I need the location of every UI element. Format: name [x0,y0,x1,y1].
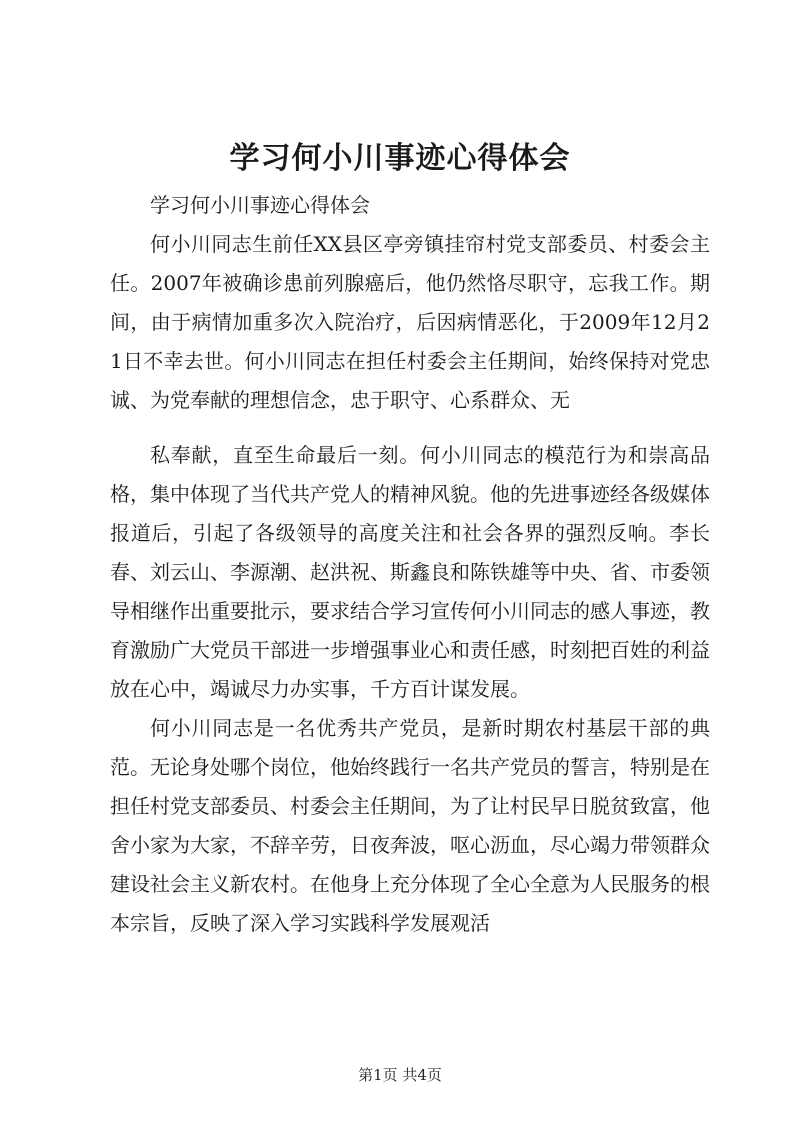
paragraph-1: 何小川同志生前任XX县区亭旁镇挂帘村党支部委员、村委会主任。2007年被确诊患前列腺癌后，他仍然恪尽职守，忘我工作。期间，由于病情加重多次入院治疗，后因病情恶化，于2009年12月21日不幸去世。何小川同志在担任村委会主任期间，始终保持对党忠诚、为党奉献的理想信念，忠于职守、心系群众、无 [110,232,710,412]
document-title: 学习何小川事迹心得体会 [229,141,571,176]
paragraph-gap [110,420,710,436]
document-body [110,186,710,943]
page-footer: 第1页 共4页 [358,1066,442,1084]
paragraph-3: 何小川同志是一名优秀共产党员，是新时期农村基层干部的典范。无论身处哪个岗位，他始终践行一名共产党员的誓言，特别是在担任村党支部委员、村委会主任期间，为了让村民早日脱贫致富，他舍小家为大家，不辞辛劳，日夜奔波，呕心沥血，尽心竭力带领群众建设社会主义新农村。在他身上充分体现了全心全意为人民服务的根本宗旨，反映了深入学习实践科学发展观活 [110,716,710,935]
body-subtitle: 学习何小川事迹心得体会 [150,193,370,217]
paragraph-2: 私奉献，直至生命最后一刻。何小川同志的模范行为和崇高品格，集中体现了当代共产党人的精神风貌。他的先进事迹经各级媒体报道后，引起了各级领导的高度关注和社会各界的强烈反响。李长春、刘云山、李源潮、赵洪祝、斯鑫良和陈铁雄等中央、省、市委领导相继作出重要批示，要求结合学习宣传何小川同志的感人事迹，教育激励广大党员干部进一步增强事业心和责任感，时刻把百姓的利益放在心中，竭诚尽力办实事，千方百计谋发展。 [110,443,710,701]
